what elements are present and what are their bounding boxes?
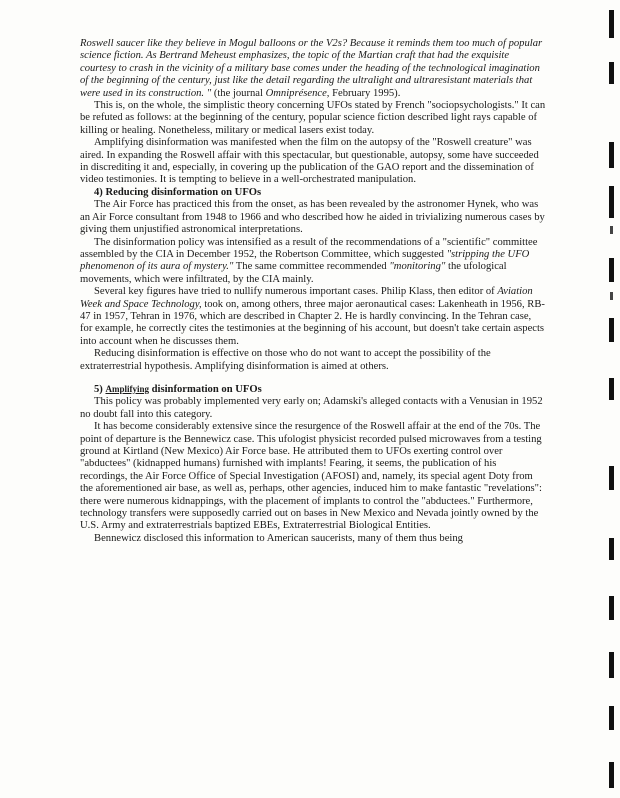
quote-paragraph xyxy=(80,38,546,100)
scan-mark xyxy=(609,62,614,84)
paragraph-bennewicz-disclosed: Bennewicz disclosed this information to American saucerists, many of them thus being xyxy=(94,532,463,544)
scan-mark xyxy=(609,652,614,678)
quote-source-prefix: (the journal xyxy=(211,87,266,99)
magazine-name: Aviation Week and Space Technology, xyxy=(80,286,533,310)
quote-monitoring: "monitoring" xyxy=(389,261,446,273)
scan-mark xyxy=(609,538,614,560)
section-heading-amplifying xyxy=(80,383,546,396)
paragraph-bennewicz-case: It has become considerably extensive since the resurgence of the Roswell affair at the end of the 70s. The point of departure is the Bennewicz case. This ufologist physicist recorded pulsed microwaves from a testing ground at Kirtland (New Mexico) Air Force base. He attributed them to UFOs exerting control over "abductees" (kidnapped humans) furnished with implants! Fearing, it seems, the publication of his recordings, the Air Force Office of Special Investigation (AFOSI) and, namely, its special agent Doty from the aforementioned air base, as well as, perhaps, other agencies, induced him to make fantastic "revelations": there were numerous kidnappings, with the placement of implants to control the "abductees." Furthermore, technology transfers were supposedly carried out on bases in New Mexico and Nevada jointly owned by the U.S. Army and extraterrestrials baptized EBEs, Extraterrestrial Biological Entities. xyxy=(80,421,542,532)
paragraph-philip-klass xyxy=(80,286,546,348)
quote-italic-text: Roswell saucer like they believe in Mogul balloons or the V2s? Because it reminds them too much of popular science fiction. As Bertrand Meheust emphasizes, the topic of the Martian craft that had the exquisite courtesy to crash in the vicinity of a military base comes under the heading of the technological imagination of the beginning of the century, just like the detail regarding the ultralight and ultraresistant materials that were used in its construction. " xyxy=(80,38,543,99)
scan-edge-marks xyxy=(600,0,620,798)
quote-source-date: February 1995). xyxy=(329,87,401,99)
paragraph-robertson-committee xyxy=(80,237,546,287)
heading-rest: disinformation on UFOs xyxy=(149,383,262,395)
paragraph-amplifying-autopsy: Amplifying disinformation was manifested when the film on the autopsy of the "Roswell creature" was aired. In expanding the Roswell affair with this spectacular, but questionable, autopsy, some have succeeded in discrediting it and, especially, in covering up the publication of the GAO report and the dissemination of video testimonies. It is tempting to believe in a well-orchestrated manipulation. xyxy=(80,137,539,186)
heading-underlined-word: Amplifying xyxy=(105,383,149,394)
document-page xyxy=(80,38,546,545)
scan-mark xyxy=(609,10,614,38)
text-run: the ufological movements, which were infiltrated, by the CIA mainly. xyxy=(80,261,507,285)
text-run: The disinformation policy was intensified as a result of the recommendations of a "scientific" committee assembled by the CIA in December 1952, the Robertson Committee, which suggested xyxy=(80,236,538,260)
scan-mark xyxy=(609,706,614,730)
text-run: The same committee recommended xyxy=(233,261,390,273)
scan-mark xyxy=(609,596,614,620)
paragraph-reducing-effective: Reducing disinformation is effective on those who do not want to accept the possibility of the extraterrestrial hypothesis. Amplifying disinformation is aimed at others. xyxy=(80,348,491,372)
scan-mark xyxy=(609,258,614,282)
scan-mark xyxy=(610,292,613,300)
quote-stripping: "stripping the UFO phenomenon of its aura of mystery." xyxy=(80,248,530,273)
scan-mark xyxy=(609,378,614,400)
paragraph-sociopsychologists: This is, on the whole, the simplistic theory concerning UFOs stated by French "sociopsychologists." It can be refuted as follows: at the beginning of the century, popular science fiction described light rays capable of killing or healing. Nonetheless, military or medical lasers exist today. xyxy=(80,100,546,136)
journal-name: Omniprésence, xyxy=(265,87,330,99)
scan-mark xyxy=(609,318,614,342)
scan-mark xyxy=(609,142,614,168)
scan-mark xyxy=(609,186,614,218)
heading-number: 5) xyxy=(94,383,106,395)
paragraph-air-force-hynek: The Air Force has practiced this from the onset, as has been revealed by the astronomer Hynek, who was an Air Force consultant from 1948 to 1966 and who described how he aided in trivializing numerous cases by giving them unjustified astronomical interpretations. xyxy=(80,199,545,236)
text-run: Several key figures have tried to nullify numerous important cases. Philip Klass, then editor of xyxy=(94,286,498,298)
text-run: took on, among others, three major aeronautical cases: Lakenheath in 1956, RB-47 in 1957, Tehran in 1976, which are described in Chapter 2. He is hardly convincing. In the Tehran case, for example, he correctly cites the testimonies at the beginning of his account, but doesn't take certain aspects into account when he discusses them. xyxy=(80,298,545,347)
scan-mark xyxy=(610,226,613,234)
section-heading-reducing: 4) Reducing disinformation on UFOs xyxy=(94,186,262,198)
paragraph-adamski: This policy was probably implemented very early on; Adamski's alleged contacts with a Venusian in 1952 no doubt fall into this category. xyxy=(80,396,543,420)
scan-mark xyxy=(609,466,614,490)
scan-mark xyxy=(609,762,614,788)
